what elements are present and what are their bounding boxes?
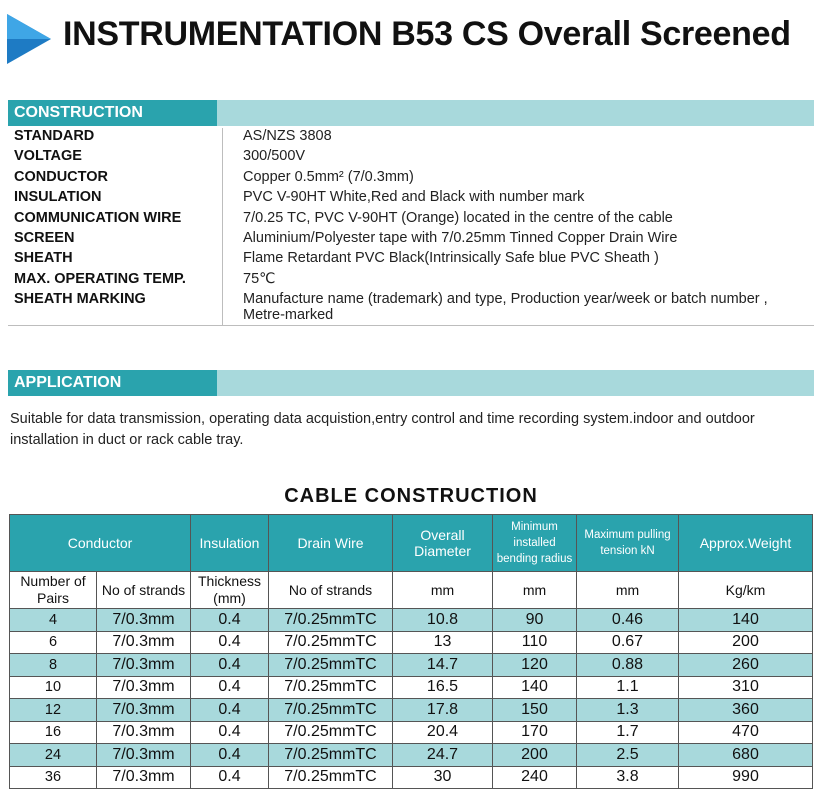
subheader-strands: No of strands [97,572,191,609]
table-header-row [10,515,813,572]
cell-thickness: 0.4 [191,721,269,744]
cable-construction-title: CABLE CONSTRUCTION [284,485,538,507]
spec-row [8,148,814,168]
cell-diameter: 30 [393,766,493,789]
construction-spec-table [8,128,814,326]
spec-label: COMMUNICATION WIRE [8,210,223,230]
header-drain-wire: Drain Wire [269,515,393,572]
header-conductor: Conductor [10,515,191,572]
cell-drain-wire: 7/0.25mmTC [269,721,393,744]
cell-strands: 7/0.3mm [97,609,191,632]
application-text-line: installation in duct or rack cable tray. [10,432,244,448]
cell-strands: 7/0.3mm [97,631,191,654]
spec-row [8,169,814,189]
spec-row [8,210,814,230]
cell-diameter: 24.7 [393,744,493,767]
application-heading: APPLICATION [14,374,122,391]
cell-weight: 200 [679,631,813,654]
cell-drain-wire: 7/0.25mmTC [269,654,393,677]
table-row [10,766,813,789]
cell-bend-radius: 170 [493,721,577,744]
cell-pairs: 12 [10,699,97,722]
cell-strands: 7/0.3mm [97,744,191,767]
subheader-weight-unit: Kg/km [679,572,813,609]
cell-drain-wire: 7/0.25mmTC [269,699,393,722]
cell-pairs: 6 [10,631,97,654]
cell-thickness: 0.4 [191,654,269,677]
cell-weight: 140 [679,609,813,632]
cable-construction-table [9,514,813,789]
table-row [10,744,813,767]
cell-strands: 7/0.3mm [97,654,191,677]
spec-row [8,271,814,291]
table-row [10,631,813,654]
application-text-line: Suitable for data transmission, operating data acquistion,entry control and time recording system.indoor and outdoor [10,411,755,427]
cell-pairs: 16 [10,721,97,744]
spec-value: Manufacture name (trademark) and type, Production year/week or batch number , Metre-marked [223,291,815,326]
header-min-bending-radius: Minimum installed bending radius [493,515,577,572]
cell-drain-wire: 7/0.25mmTC [269,744,393,767]
application-section-header [8,370,814,396]
table-row [10,654,813,677]
spec-value: 75℃ [243,270,276,287]
cell-drain-wire: 7/0.25mmTC [269,676,393,699]
cell-bend-radius: 110 [493,631,577,654]
cell-pull-tension: 0.46 [577,609,679,632]
spec-value: AS/NZS 3808 [243,128,332,144]
application-description [10,409,800,451]
spec-label: SCREEN [8,230,223,250]
table-row [10,609,813,632]
cell-bend-radius: 240 [493,766,577,789]
cell-diameter: 13 [393,631,493,654]
cell-pull-tension: 1.3 [577,699,679,722]
header-max-pulling-tension: Maximum pulling tension kN [577,515,679,572]
triangle-arrow-icon [7,14,51,64]
table-subheader-row [10,572,813,609]
cell-weight: 680 [679,744,813,767]
cell-weight: 360 [679,699,813,722]
construction-heading: CONSTRUCTION [14,104,143,121]
table-row [10,721,813,744]
spec-row [8,230,814,250]
cell-thickness: 0.4 [191,744,269,767]
cell-pull-tension: 2.5 [577,744,679,767]
cell-thickness: 0.4 [191,631,269,654]
spec-row [8,189,814,209]
cell-pairs: 36 [10,766,97,789]
subheader-thickness: Thickness (mm) [191,572,269,609]
table-row [10,699,813,722]
cell-bend-radius: 200 [493,744,577,767]
cell-thickness: 0.4 [191,766,269,789]
spec-label: MAX. OPERATING TEMP. [8,271,223,291]
construction-section-header [8,100,814,126]
spec-row [8,291,814,326]
cell-pairs: 24 [10,744,97,767]
subheader-diameter-unit: mm [393,572,493,609]
cell-strands: 7/0.3mm [97,766,191,789]
header-insulation: Insulation [191,515,269,572]
cell-pull-tension: 1.7 [577,721,679,744]
spec-row [8,250,814,270]
cell-pull-tension: 1.1 [577,676,679,699]
cell-diameter: 17.8 [393,699,493,722]
spec-label: SHEATH [8,250,223,270]
spec-value: PVC V-90HT White,Red and Black with number mark [243,189,585,206]
spec-label: STANDARD [8,128,223,148]
cell-strands: 7/0.3mm [97,699,191,722]
cell-weight: 310 [679,676,813,699]
subheader-pull-unit: mm [577,572,679,609]
spec-label: SHEATH MARKING [8,291,223,326]
spec-value: Aluminium/Polyester tape with 7/0.25mm Tinned Copper Drain Wire [243,229,678,246]
cell-bend-radius: 150 [493,699,577,722]
cell-strands: 7/0.3mm [97,676,191,699]
cell-diameter: 10.8 [393,609,493,632]
cell-thickness: 0.4 [191,609,269,632]
cell-thickness: 0.4 [191,699,269,722]
header-overall-diameter: Overall Diameter [393,515,493,572]
cell-pairs: 4 [10,609,97,632]
subheader-bend-unit: mm [493,572,577,609]
spec-value: Copper 0.5mm² (7/0.3mm) [243,168,414,185]
cell-pull-tension: 0.88 [577,654,679,677]
spec-value: 7/0.25 TC, PVC V-90HT (Orange) located in the centre of the cable [243,209,673,226]
cell-strands: 7/0.3mm [97,721,191,744]
spec-label: CONDUCTOR [8,169,223,189]
spec-label: INSULATION [8,189,223,209]
spec-row [8,128,814,148]
cell-bend-radius: 90 [493,609,577,632]
table-row [10,676,813,699]
cell-bend-radius: 140 [493,676,577,699]
spec-value: Flame Retardant PVC Black(Intrinsically Safe blue PVC Sheath ) [243,250,659,267]
page-title: INSTRUMENTATION B53 CS Overall Screened [63,15,791,53]
cell-drain-wire: 7/0.25mmTC [269,766,393,789]
cell-pull-tension: 3.8 [577,766,679,789]
spec-value: 300/500V [243,148,306,165]
subheader-drain-strands: No of strands [269,572,393,609]
header-approx-weight: Approx.Weight [679,515,813,572]
cell-weight: 470 [679,721,813,744]
cell-weight: 990 [679,766,813,789]
cell-diameter: 14.7 [393,654,493,677]
page-header [0,6,822,60]
cell-pairs: 8 [10,654,97,677]
cell-thickness: 0.4 [191,676,269,699]
cell-weight: 260 [679,654,813,677]
cell-diameter: 16.5 [393,676,493,699]
spec-label: VOLTAGE [8,148,223,168]
cell-pairs: 10 [10,676,97,699]
cell-diameter: 20.4 [393,721,493,744]
subheader-pairs: Number of Pairs [10,572,97,609]
cell-bend-radius: 120 [493,654,577,677]
cell-drain-wire: 7/0.25mmTC [269,631,393,654]
cell-drain-wire: 7/0.25mmTC [269,609,393,632]
cell-pull-tension: 0.67 [577,631,679,654]
